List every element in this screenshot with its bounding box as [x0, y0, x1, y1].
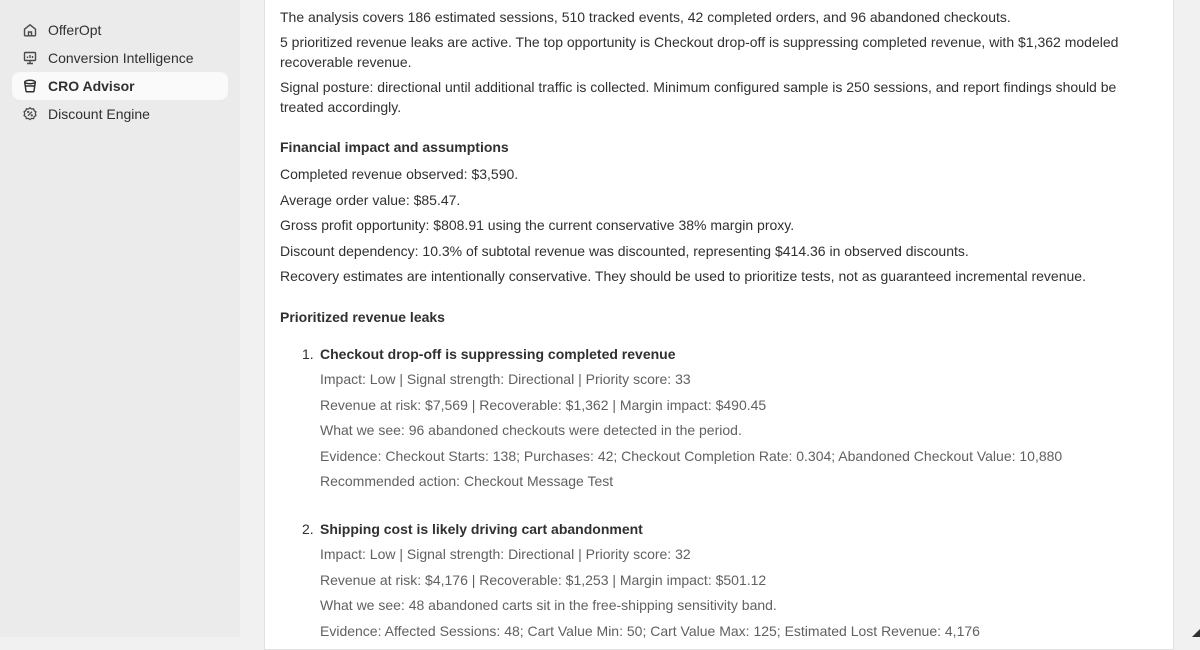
sidebar-item-label: OfferOpt [48, 22, 102, 38]
sidebar-item-label: CRO Advisor [48, 78, 135, 94]
leak-title: Checkout drop-off is suppressing completed revenue [320, 346, 676, 362]
chart-board-icon [22, 50, 38, 66]
leak-revenue: Revenue at risk: $4,176 | Recoverable: $1,253 | Margin impact: $501.12 [320, 572, 767, 588]
leaks-heading: Prioritized revenue leaks [280, 309, 445, 325]
financial-line: Average order value: $85.47. [280, 192, 461, 208]
financial-line: Discount dependency: 10.3% of subtotal revenue was discounted, representing $414.36 in observed discounts. [280, 243, 969, 259]
leak-title: Shipping cost is likely driving cart abandonment [320, 521, 643, 537]
sidebar-item-conversion-intelligence[interactable] [12, 44, 228, 72]
sidebar-item-cro-advisor[interactable] [12, 72, 228, 100]
financial-line: Completed revenue observed: $3,590. [280, 166, 519, 182]
sidebar [0, 0, 240, 637]
leak-number: 2. [302, 521, 314, 537]
bucket-icon [22, 78, 38, 94]
sidebar-item-discount-engine[interactable] [12, 100, 228, 128]
financial-line: Recovery estimates are intentionally conservative. They should be used to prioritize tests, not as guaranteed incremental revenue. [280, 268, 1086, 284]
leak-evidence: Evidence: Affected Sessions: 48; Cart Value Min: 50; Cart Value Max: 125; Estimated Lost Revenue: 4,176 [320, 623, 980, 639]
sidebar-item-label: Discount Engine [48, 106, 150, 122]
window-resize-handle[interactable] [1192, 629, 1200, 637]
leak-revenue: Revenue at risk: $7,569 | Recoverable: $1,362 | Margin impact: $490.45 [320, 397, 767, 413]
sidebar-nav [0, 0, 240, 122]
leak-observation: What we see: 96 abandoned checkouts were detected in the period. [320, 422, 742, 438]
sidebar-item-label: Conversion Intelligence [48, 50, 194, 66]
summary-sessions: The analysis covers 186 estimated sessions, 510 tracked events, 42 completed orders, and 96 abandoned checkouts. [280, 9, 1011, 25]
home-icon [22, 22, 38, 38]
financial-line: Gross profit opportunity: $808.91 using the current conservative 38% margin proxy. [280, 217, 795, 233]
summary-signal-posture: Signal posture: directional until additional traffic is collected. Minimum configured sample is 250 sessions, and report findings should be treated accordingly. [280, 79, 1117, 115]
summary-leaks: 5 prioritized revenue leaks are active. The top opportunity is Checkout drop-off is suppressing completed revenue, with $1,362 modeled recoverable revenue. [280, 34, 1119, 70]
leak-observation: What we see: 48 abandoned carts sit in the free-shipping sensitivity band. [320, 597, 777, 613]
leak-number: 1. [302, 346, 314, 362]
financial-heading: Financial impact and assumptions [280, 139, 509, 155]
leak-evidence: Evidence: Checkout Starts: 138; Purchases: 42; Checkout Completion Rate: 0.304; Abandoned Checkout Value: 10,880 [320, 448, 1063, 464]
discount-badge-icon [22, 106, 38, 122]
leak-impact: Impact: Low | Signal strength: Directional | Priority score: 32 [320, 546, 691, 562]
leak-action: Recommended action: Checkout Message Test [320, 473, 614, 489]
leak-impact: Impact: Low | Signal strength: Directional | Priority score: 33 [320, 371, 691, 387]
sidebar-item-offeropt[interactable] [12, 16, 228, 44]
